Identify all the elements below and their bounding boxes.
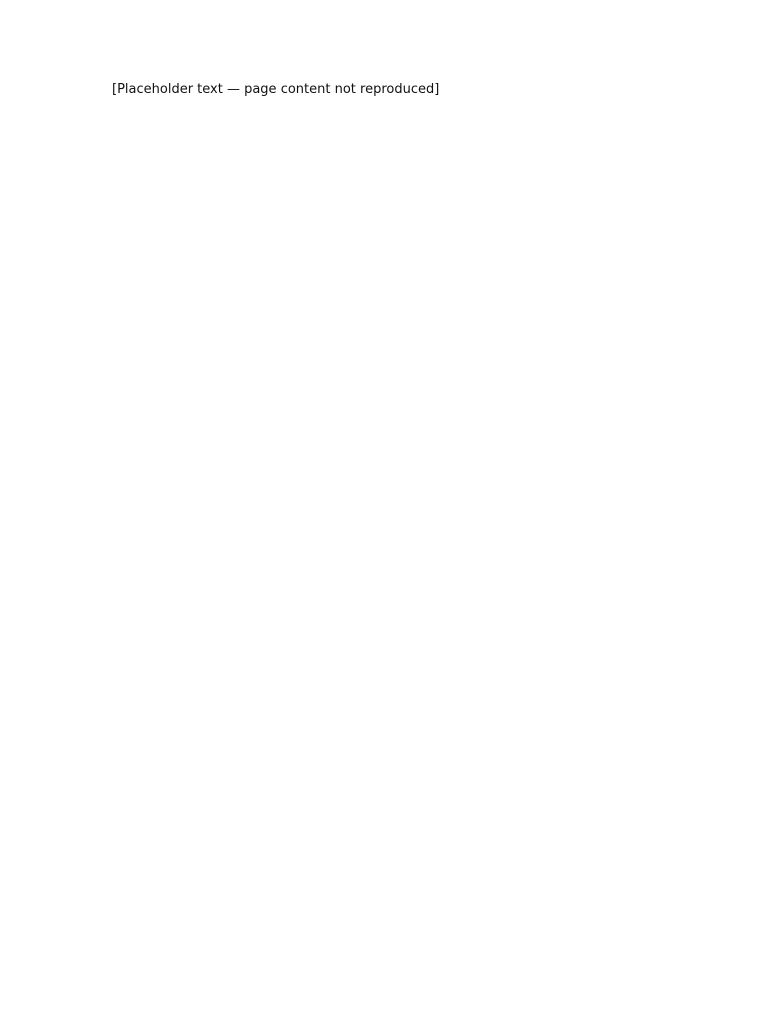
body-paragraph: [Placeholder text — page content not reproduced] <box>112 82 440 97</box>
